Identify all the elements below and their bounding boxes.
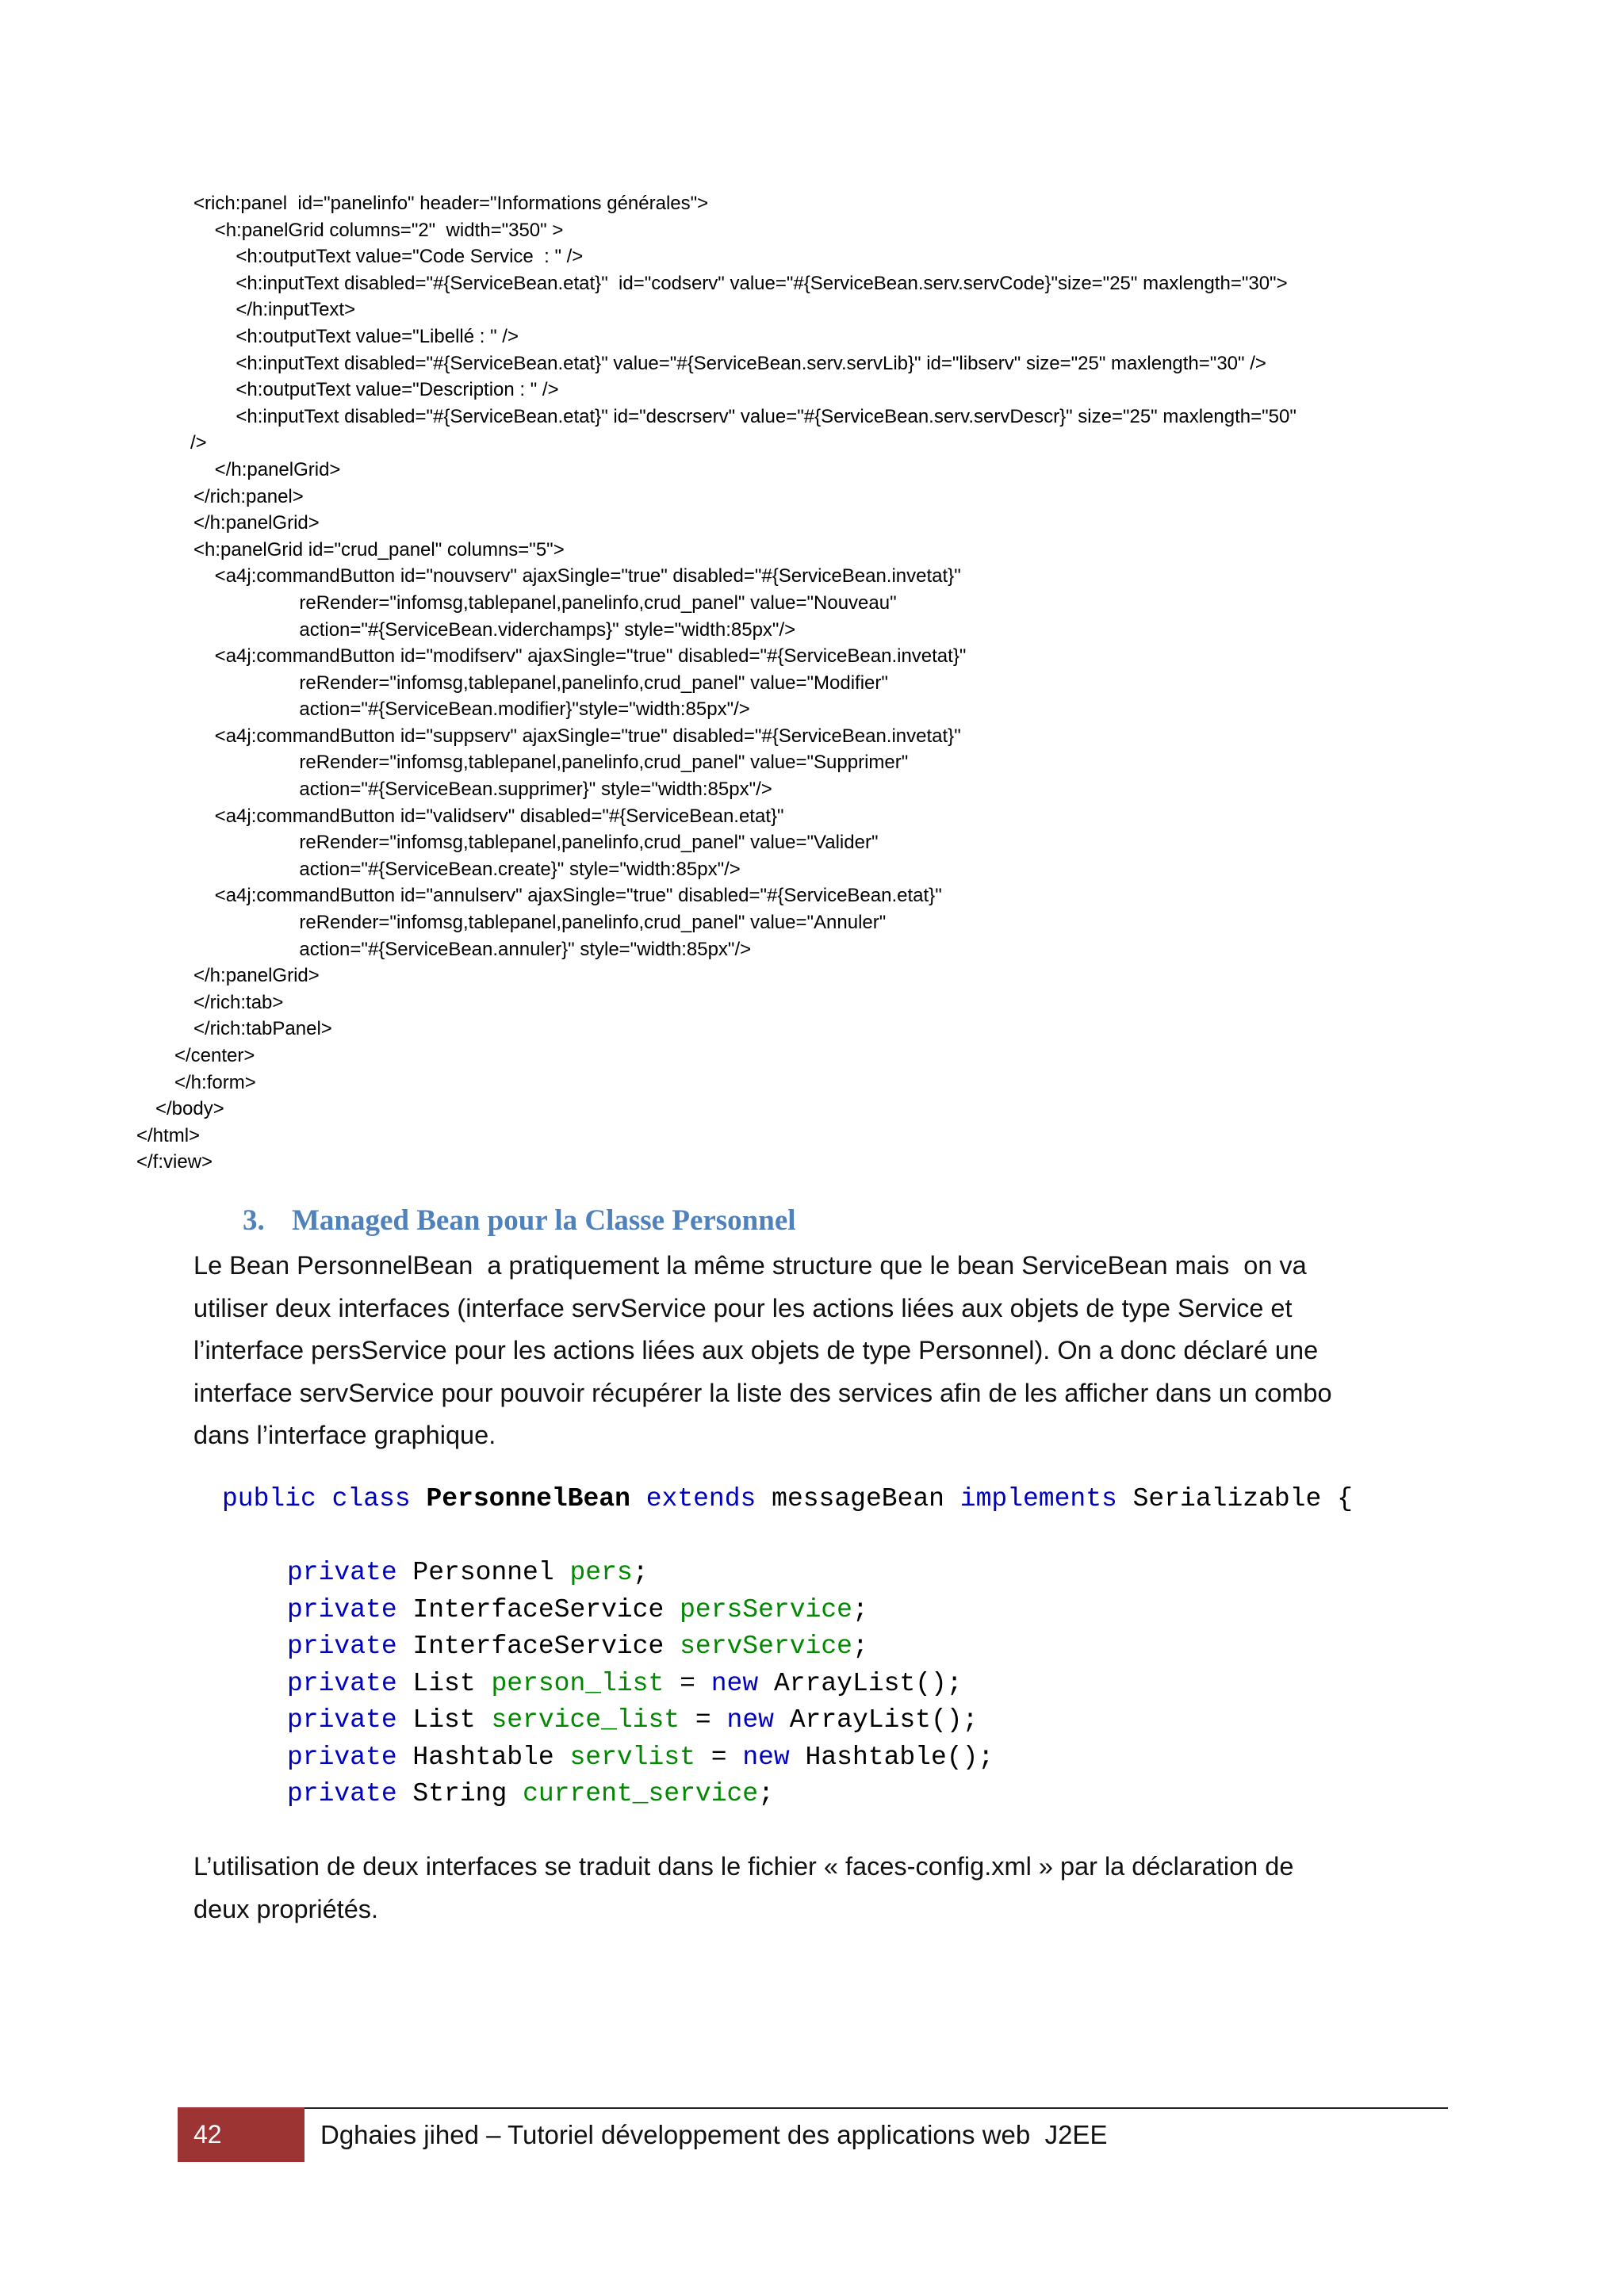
field-name: servService xyxy=(680,1632,852,1661)
field-name: pers xyxy=(569,1558,633,1587)
field-name: persService xyxy=(680,1594,852,1624)
code-line: </rich:tabPanel> xyxy=(193,1018,332,1040)
code-line: <h:inputText disabled="#{ServiceBean.etat}" value="#{ServiceBean.serv.servLib}" id="libserv" size="25" maxlength="30" /> xyxy=(193,352,1266,374)
modifier: private xyxy=(287,1705,397,1735)
code-line: </body> xyxy=(155,1098,224,1120)
paragraph-line: l’interface persService pour les actions liées aux objets de type Personnel). On a donc déclaré une xyxy=(193,1336,1319,1364)
code-line: </f:view> xyxy=(136,1151,213,1173)
field-type: String xyxy=(396,1779,523,1808)
xml-code-listing xyxy=(136,190,1431,1176)
paragraph-line: L’utilisation de deux interfaces se traduit dans le fichier « faces-config.xml » par la déclaration de xyxy=(193,1852,1294,1881)
code-line: action="#{ServiceBean.annuler}" style="width:85px"/> xyxy=(193,938,752,960)
keyword: extends xyxy=(630,1484,772,1513)
modifier: private xyxy=(287,1742,397,1772)
code-line: reRender="infomsg,tablepanel,panelinfo,crud_panel" value="Supprimer" xyxy=(193,752,909,774)
section-number: 3. xyxy=(243,1204,265,1237)
field-rest: = xyxy=(664,1668,711,1698)
keyword-new: new xyxy=(710,1668,759,1698)
code-line: <h:inputText disabled="#{ServiceBean.etat}" id="descrserv" value="#{ServiceBean.serv.servDescr}" size="25" maxlength="50" xyxy=(193,405,1297,427)
body-paragraph xyxy=(193,1245,1431,1457)
field-type: Hashtable xyxy=(396,1742,570,1772)
field-name: servlist xyxy=(569,1742,695,1772)
field-declaration xyxy=(222,1555,1491,1592)
class-declaration xyxy=(222,1481,1491,1518)
code-line: </rich:panel> xyxy=(193,485,304,507)
code-line: <a4j:commandButton id="annulserv" ajaxSingle="true" disabled="#{ServiceBean.etat}" xyxy=(193,885,942,907)
code-line: /> xyxy=(190,432,207,454)
paragraph-line: dans l’interface graphique. xyxy=(193,1421,496,1449)
field-type: List xyxy=(396,1668,492,1698)
field-declaration xyxy=(222,1628,1491,1666)
field-init: ArrayList(); xyxy=(773,1705,979,1735)
code-line: <a4j:commandButton id="suppserv" ajaxSingle="true" disabled="#{ServiceBean.invetat}" xyxy=(193,725,961,747)
code-line: reRender="infomsg,tablepanel,panelinfo,crud_panel" value="Nouveau" xyxy=(193,591,897,614)
field-init: Hashtable(); xyxy=(789,1742,994,1772)
code-line: </h:form> xyxy=(174,1071,256,1093)
field-rest: = xyxy=(695,1742,743,1772)
code-line: <rich:panel id="panelinfo" header="Informations générales"> xyxy=(193,193,709,214)
field-declaration xyxy=(222,1776,1491,1813)
code-line: <h:outputText value="Code Service : " /> xyxy=(193,246,584,268)
blank-line xyxy=(222,1518,1491,1556)
section-title: Managed Bean pour la Classe Personnel xyxy=(292,1204,796,1237)
keyword-new: new xyxy=(726,1705,774,1735)
modifier: private xyxy=(287,1558,397,1587)
field-type: List xyxy=(396,1705,492,1735)
code-line: action="#{ServiceBean.modifier}"style="width:85px"/> xyxy=(193,698,750,721)
body-paragraph xyxy=(193,1846,1431,1931)
modifier: private xyxy=(287,1779,397,1808)
field-rest: ; xyxy=(758,1779,774,1808)
field-init: ArrayList(); xyxy=(758,1668,963,1698)
code-line: <h:inputText disabled="#{ServiceBean.etat}" id="codserv" value="#{ServiceBean.serv.servCode}"size="25" maxlength="30"> xyxy=(193,272,1288,294)
field-declaration xyxy=(222,1702,1491,1739)
code-line: action="#{ServiceBean.viderchamps}" style="width:85px"/> xyxy=(193,618,796,641)
field-rest: ; xyxy=(852,1632,868,1661)
parent-class: messageBean xyxy=(772,1484,944,1513)
field-declaration xyxy=(222,1592,1491,1629)
code-line: </center> xyxy=(174,1045,255,1066)
java-code-listing xyxy=(222,1481,1491,1813)
code-line: <a4j:commandButton id="validserv" disabled="#{ServiceBean.etat}" xyxy=(193,805,784,827)
field-type: InterfaceService xyxy=(396,1594,680,1624)
modifier: private xyxy=(287,1594,397,1624)
field-name: current_service xyxy=(523,1779,759,1808)
code-line: <h:panelGrid columns="2" width="350" > xyxy=(193,219,564,241)
code-line: <a4j:commandButton id="nouvserv" ajaxSingle="true" disabled="#{ServiceBean.invetat}" xyxy=(193,565,961,587)
code-line: </h:inputText> xyxy=(193,299,356,321)
class-name: PersonnelBean xyxy=(426,1484,630,1513)
code-line: <h:panelGrid id="crud_panel" columns="5"> xyxy=(193,538,565,561)
code-line: action="#{ServiceBean.create}" style="width:85px"/> xyxy=(193,858,741,880)
code-line: reRender="infomsg,tablepanel,panelinfo,crud_panel" value="Annuler" xyxy=(193,912,887,934)
code-line: <a4j:commandButton id="modifserv" ajaxSingle="true" disabled="#{ServiceBean.invetat}" xyxy=(193,645,967,668)
code-line: reRender="infomsg,tablepanel,panelinfo,crud_panel" value="Modifier" xyxy=(193,672,888,694)
field-rest: = xyxy=(680,1705,727,1735)
page-number: 42 xyxy=(178,2107,304,2162)
footer-title: Dghaies jihed – Tutoriel développement des applications web J2EE xyxy=(320,2120,1108,2149)
paragraph-line: utiliser deux interfaces (interface servService pour les actions liées aux objets de type Service et xyxy=(193,1293,1293,1322)
field-rest: ; xyxy=(632,1558,649,1587)
field-declaration xyxy=(222,1739,1491,1777)
field-name: service_list xyxy=(491,1705,680,1735)
paragraph-line: interface servService pour pouvoir récupérer la liste des services afin de les afficher dans un combo xyxy=(193,1378,1332,1407)
code-line: action="#{ServiceBean.supprimer}" style="width:85px"/> xyxy=(193,779,772,801)
modifier: private xyxy=(287,1632,397,1661)
field-rest: ; xyxy=(852,1594,868,1624)
code-line: </h:panelGrid> xyxy=(193,458,341,480)
interface-name: Serializable { xyxy=(1132,1484,1353,1513)
modifier: private xyxy=(287,1668,397,1698)
code-line: </html> xyxy=(136,1124,201,1146)
code-line: </h:panelGrid> xyxy=(193,965,320,987)
field-type: Personnel xyxy=(396,1558,570,1587)
code-line: </rich:tab> xyxy=(193,991,284,1013)
keyword: implements xyxy=(944,1484,1133,1513)
keyword-new: new xyxy=(742,1742,790,1772)
field-type: InterfaceService xyxy=(396,1632,680,1661)
code-line: </h:panelGrid> xyxy=(193,512,320,534)
code-line: <h:outputText value="Description : " /> xyxy=(193,379,559,401)
paragraph-line: deux propriétés. xyxy=(193,1894,379,1923)
section-heading xyxy=(243,1203,796,1238)
field-name: person_list xyxy=(491,1668,665,1698)
keyword: public class xyxy=(222,1484,427,1513)
code-line: reRender="infomsg,tablepanel,panelinfo,crud_panel" value="Valider" xyxy=(193,832,879,854)
paragraph-line: Le Bean PersonnelBean a pratiquement la même structure que le bean ServiceBean mais on va xyxy=(193,1251,1307,1280)
code-line: <h:outputText value="Libellé : " /> xyxy=(193,325,519,347)
field-declaration xyxy=(222,1666,1491,1703)
